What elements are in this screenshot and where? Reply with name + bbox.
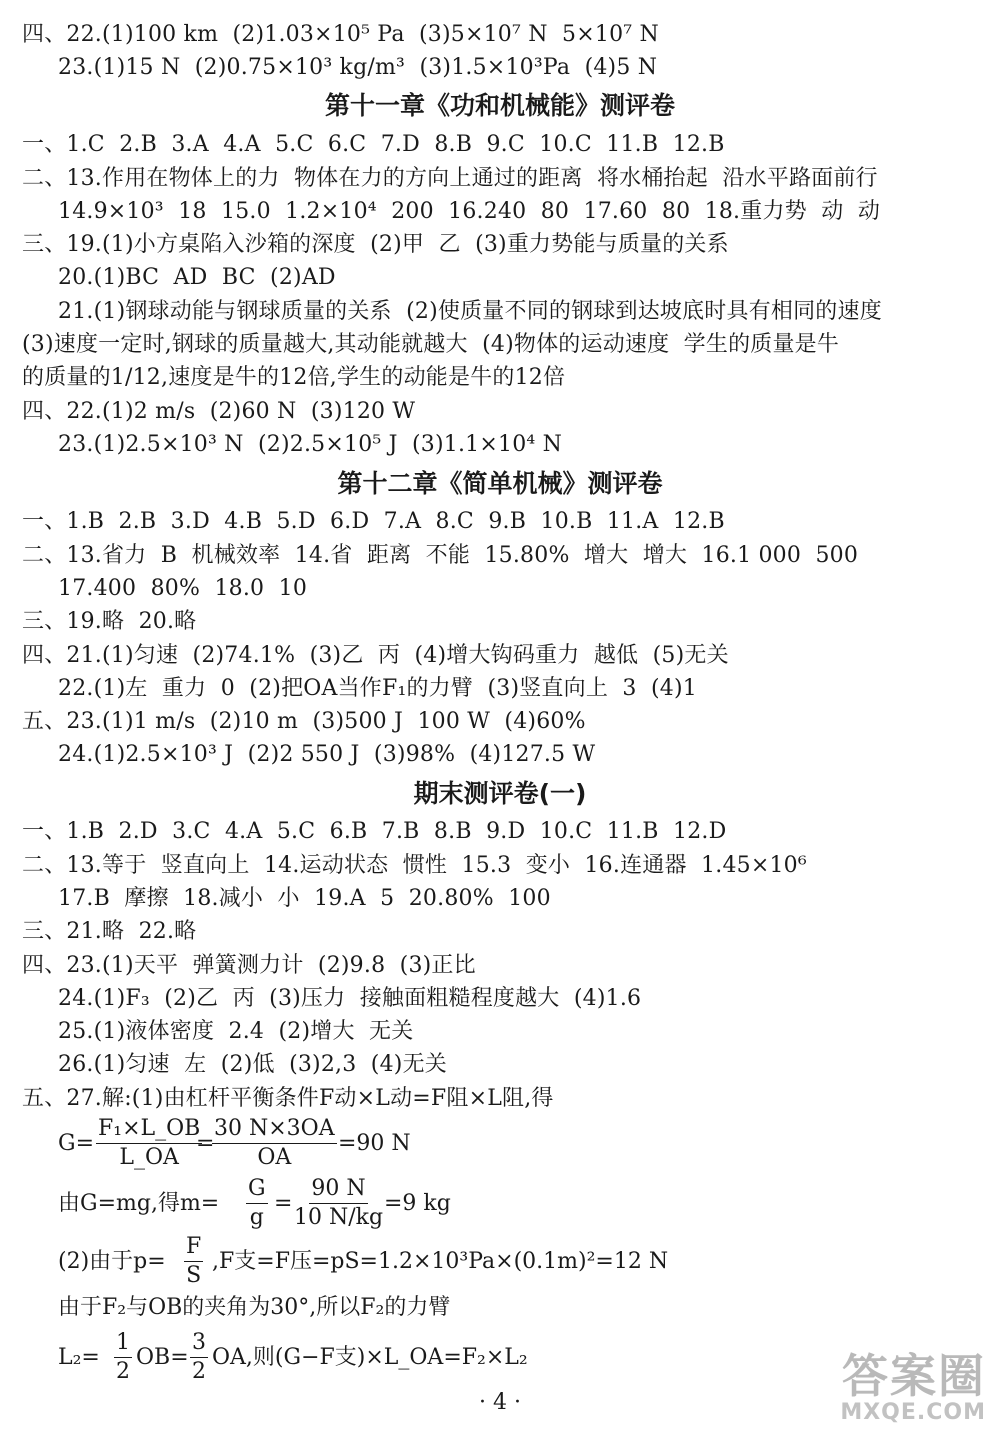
fraction-denominator: 2 [192, 1359, 206, 1384]
fraction-numerator: F₁×L_OB [96, 1118, 202, 1144]
fraction-denominator: 10 N/kg [294, 1205, 384, 1230]
fraction-numerator: 90 N [309, 1178, 367, 1204]
answer-line: 25.(1)液体密度 2.4 (2)增大 无关 [58, 1019, 414, 1044]
answer-line: 由于F₂与OB的夹角为30°,所以F₂的力臂 [58, 1295, 451, 1320]
equation-rhs: =9 kg [384, 1191, 451, 1216]
answer-line: 三、19.略 20.略 [22, 609, 197, 634]
fraction-numerator: 1 [114, 1332, 132, 1358]
fraction [114, 1332, 132, 1383]
page-number: · 4 · [479, 1390, 521, 1415]
watermark-url: MXQE.COM [840, 1400, 986, 1425]
equation-rhs: ,F支=F压=pS=1.2×10³Pa×(0.1m)²=12 N [212, 1249, 669, 1274]
watermark-logo [826, 1340, 986, 1430]
equation-equals: = [196, 1131, 215, 1156]
answer-line: 一、1.B 2.B 3.D 4.B 5.D 6.D 7.A 8.C 9.B 10.B 11.A 12.B [22, 509, 725, 534]
answer-line: 三、21.略 22.略 [22, 919, 197, 944]
equation-mid: OB= [136, 1345, 189, 1370]
fraction-denominator: S [186, 1263, 202, 1288]
answer-line: 一、1.B 2.D 3.C 4.A 5.C 6.B 7.B 8.B 9.D 10.C 11.B 12.D [22, 819, 727, 844]
equation-rhs: =90 N [338, 1131, 411, 1156]
section-heading-ch11: 第十一章《功和机械能》测评卷 [324, 91, 675, 120]
fraction-numerator: G [246, 1178, 268, 1204]
equation-equals: = [274, 1191, 293, 1216]
answer-line: 17.B 摩擦 18.减小 小 19.A 5 20.80% 100 [58, 886, 551, 911]
answer-line: 的质量的1/12,速度是牛的12倍,学生的动能是牛的12倍 [22, 365, 566, 390]
section-heading-final-exam: 期末测评卷(一) [413, 779, 587, 808]
answer-line: 17.400 80% 18.0 10 [58, 576, 308, 601]
equation-rhs: OA,则(G−F支)×L_OA=F₂×L₂ [212, 1345, 528, 1370]
answer-line: 一、1.C 2.B 3.A 4.A 5.C 6.C 7.D 8.B 9.C 10.C 11.B 12.B [22, 132, 725, 157]
fraction [292, 1178, 385, 1229]
answer-line: 四、22.(1)100 km (2)1.03×10⁵ Pa (3)5×10⁷ N 5×10⁷ N [22, 22, 659, 47]
answer-line: 24.(1)2.5×10³ J (2)2 550 J (3)98% (4)127.5 W [58, 742, 596, 767]
answer-line: 五、23.(1)1 m/s (2)10 m (3)500 J 100 W (4)60% [22, 709, 586, 734]
fraction-numerator: 3 [190, 1332, 208, 1358]
answer-line: 二、13.作用在物体上的力 物体在力的方向上通过的距离 将水桶抬起 沿水平路面前行 [22, 166, 878, 191]
fraction-denominator: 2 [116, 1359, 130, 1384]
answer-line: 四、22.(1)2 m/s (2)60 N (3)120 W [22, 399, 416, 424]
fraction [190, 1332, 208, 1383]
answer-line: 20.(1)BC AD BC (2)AD [58, 265, 336, 290]
fraction-numerator: 30 N×3OA [212, 1118, 337, 1144]
section-heading-ch12: 第十二章《简单机械》测评卷 [337, 469, 663, 498]
answer-line: 三、19.(1)小方桌陷入沙箱的深度 (2)甲 乙 (3)重力势能与质量的关系 [22, 232, 729, 257]
fraction [212, 1118, 337, 1169]
equation-lhs: G= [58, 1131, 95, 1156]
fraction [96, 1118, 202, 1169]
watermark-logo-text: 答案圈 [842, 1349, 986, 1403]
fraction-denominator: OA [257, 1145, 292, 1170]
fraction-denominator: L_OA [119, 1145, 179, 1170]
fraction [246, 1178, 268, 1229]
answer-line: 二、13.省力 B 机械效率 14.省 距离 不能 15.80% 增大 增大 16.1 000 500 [22, 543, 859, 568]
fraction-numerator: F [184, 1236, 203, 1262]
equation-lhs: (2)由于p= [58, 1249, 166, 1274]
answer-line: 24.(1)F₃ (2)乙 丙 (3)压力 接触面粗糙程度越大 (4)1.6 [58, 986, 642, 1011]
fraction [184, 1236, 203, 1287]
answer-line: 五、27.解:(1)由杠杆平衡条件F动×L动=F阻×L阻,得 [22, 1086, 554, 1111]
answer-line: 二、13.等于 竖直向上 14.运动状态 惯性 15.3 变小 16.连通器 1.45×10⁶ [22, 853, 807, 878]
answer-line: 22.(1)左 重力 0 (2)把OA当作F₁的力臂 (3)竖直向上 3 (4)1 [58, 676, 697, 701]
answer-line: 21.(1)钢球动能与钢球质量的关系 (2)使质量不同的钢球到达坡底时具有相同的速度 [58, 299, 882, 324]
fraction-denominator: g [249, 1205, 264, 1230]
answer-line: 四、21.(1)匀速 (2)74.1% (3)乙 丙 (4)增大钩码重力 越低 (5)无关 [22, 643, 729, 668]
answer-line: 四、23.(1)天平 弹簧测力计 (2)9.8 (3)正比 [22, 953, 476, 978]
answer-line: (3)速度一定时,钢球的质量越大,其动能就越大 (4)物体的运动速度 学生的质量是牛 [22, 332, 840, 357]
equation-lhs: L₂= [58, 1345, 100, 1370]
answer-line: 14.9×10³ 18 15.0 1.2×10⁴ 200 16.240 80 17.60 80 18.重力势 动 动 [58, 199, 881, 224]
answer-line: 26.(1)匀速 左 (2)低 (3)2,3 (4)无关 [58, 1052, 447, 1077]
equation-lhs: 由G=mg,得m= [58, 1191, 220, 1216]
answer-line: 23.(1)15 N (2)0.75×10³ kg/m³ (3)1.5×10³Pa (4)5 N [58, 55, 658, 80]
answer-line: 23.(1)2.5×10³ N (2)2.5×10⁵ J (3)1.1×10⁴ N [58, 432, 563, 457]
